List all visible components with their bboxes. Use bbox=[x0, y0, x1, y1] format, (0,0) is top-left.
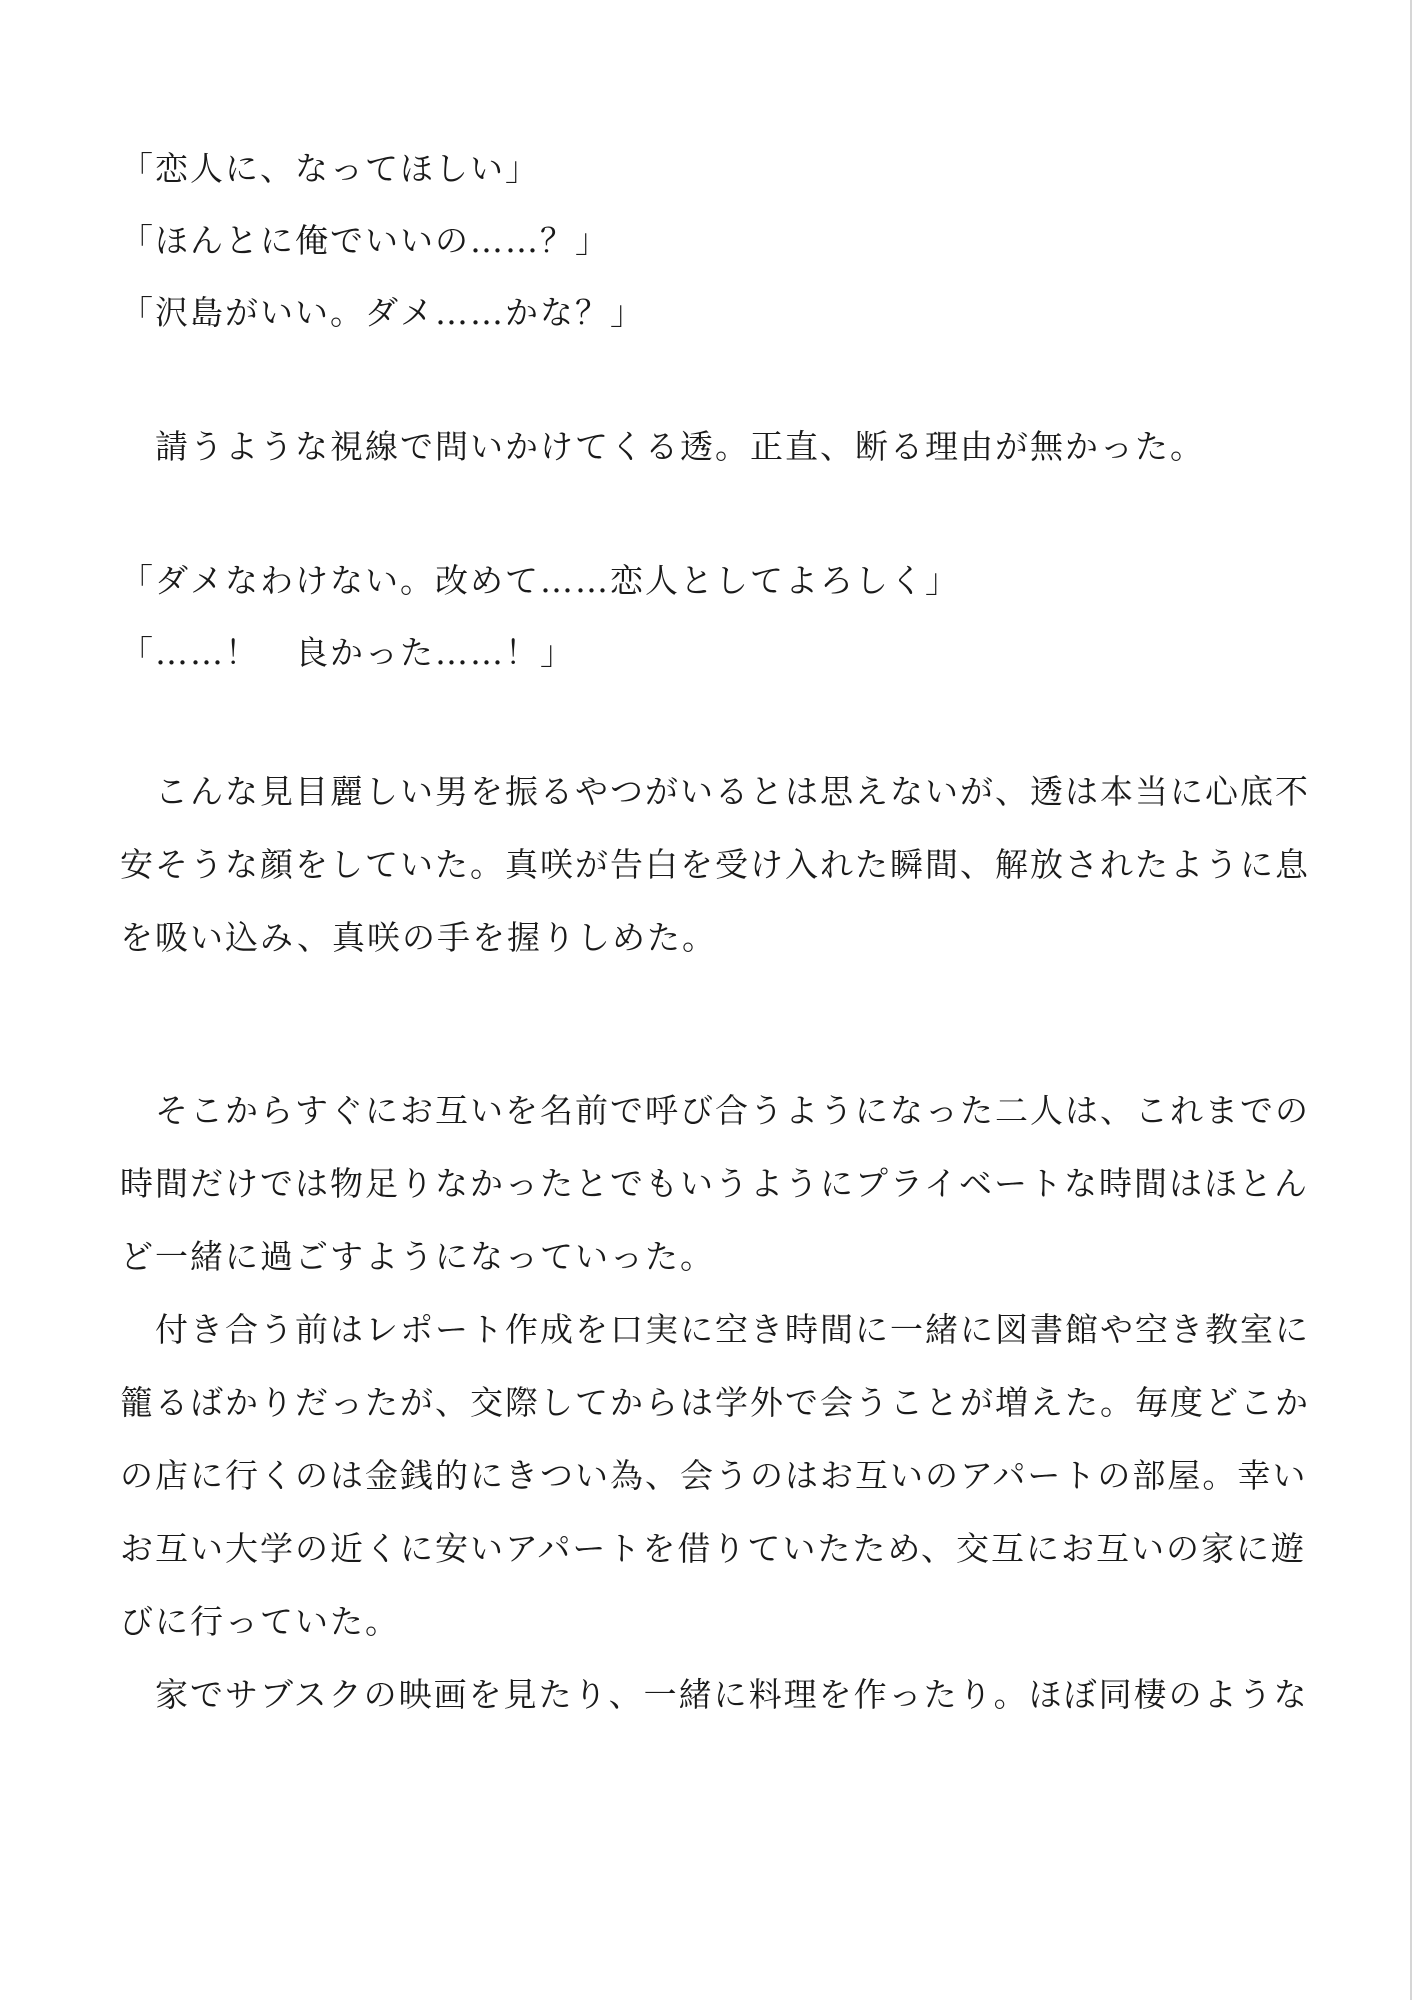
dialogue-line: 「ほんとに俺でいいの……？」 bbox=[120, 221, 610, 260]
dialogue-line: 「……！ 良かった……！」 bbox=[120, 633, 575, 672]
dialogue-line: 「沢島がいい。ダメ……かな？」 bbox=[120, 293, 645, 332]
narration-line: ど一緒に過ごすようになっていった。 bbox=[120, 1237, 715, 1276]
novel-text bbox=[120, 133, 1310, 1731]
narration-line: びに行っていた。 bbox=[120, 1602, 400, 1641]
narration-line: お互い大学の近くに安いアパートを借りていたため、交互にお互いの家に遊 bbox=[120, 1529, 1307, 1568]
narration-line: を吸い込み、真咲の手を握りしめた。 bbox=[120, 918, 717, 957]
narration-line: 安そうな顔をしていた。真咲が告白を受け入れた瞬間、解放されたように息 bbox=[120, 845, 1310, 884]
narration-line: 家でサブスクの映画を見たり、一緒に料理を作ったり。ほぼ同棲のような bbox=[120, 1675, 1309, 1714]
narration-line: 籠るばかりだったが、交際してからは学外で会うことが増えた。毎度どこか bbox=[120, 1383, 1310, 1422]
narration-line: の店に行くのは金銭的にきつい為、会うのはお互いのアパートの部屋。幸い bbox=[120, 1456, 1308, 1495]
narration-line: 時間だけでは物足りなかったとでもいうようにプライベートな時間はほとん bbox=[120, 1164, 1310, 1203]
paragraph-gap bbox=[120, 479, 1300, 545]
paragraph-gap bbox=[120, 689, 1300, 755]
narration-line: 付き合う前はレポート作成を口実に空き時間に一緒に図書館や空き教室に bbox=[120, 1310, 1310, 1349]
paragraph-gap bbox=[120, 349, 1300, 415]
narration-line: こんな見目麗しい男を振るやつがいるとは思えないが、透は本当に心底不 bbox=[120, 772, 1310, 811]
dialogue-line: 「ダメなわけない。改めて……恋人としてよろしく」 bbox=[120, 561, 960, 600]
narration-line: そこからすぐにお互いを名前で呼び合うようになった二人は、これまでの bbox=[120, 1091, 1310, 1130]
narration-line: 請うような視線で問いかけてくる透。正直、断る理由が無かった。 bbox=[120, 427, 1205, 466]
paragraph-gap bbox=[120, 974, 1300, 1074]
dialogue-line: 「恋人に、なってほしい」 bbox=[120, 149, 540, 188]
